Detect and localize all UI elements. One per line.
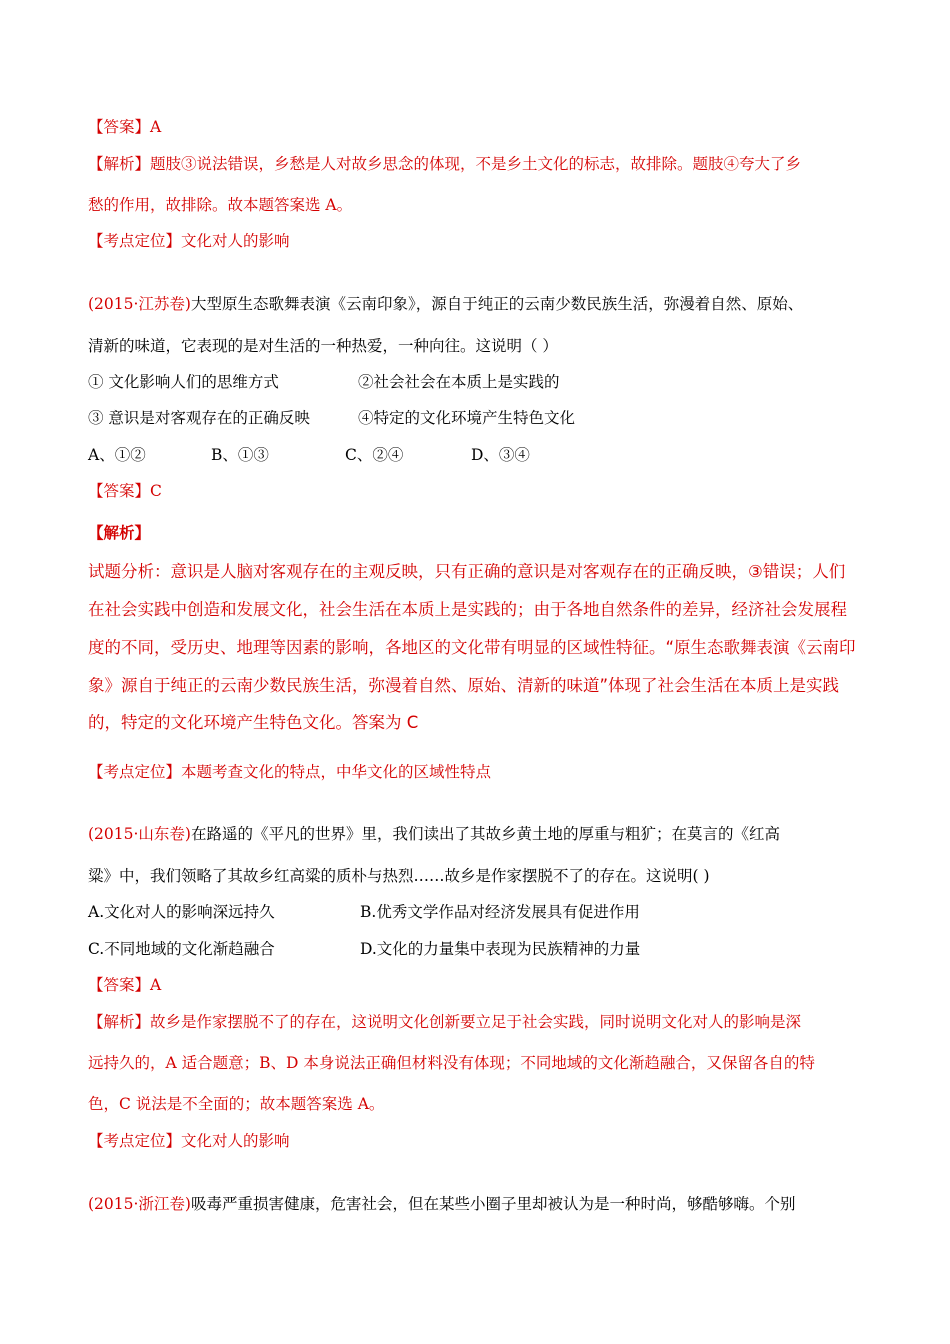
question-stem <box>88 1194 795 1214</box>
analysis-text: 愁的作用，故排除。故本题答案选 A。 <box>88 196 353 214</box>
choice-b: B、①③ <box>211 446 269 464</box>
analysis-label: 【解析】 <box>88 524 151 542</box>
choice-d: D、③④ <box>471 446 530 464</box>
question-source: (2015·山东卷) <box>88 825 191 843</box>
statement-3: ③ 意识是对客观存在的正确反映 <box>88 409 310 427</box>
question-stem <box>88 294 803 314</box>
choice-a: A、①② <box>88 446 146 464</box>
question-source: (2015·江苏卷) <box>88 295 191 313</box>
analysis-text: 色，C 说法是不全面的；故本题答案选 A。 <box>88 1095 385 1113</box>
answer-line: 【答案】A <box>88 976 162 994</box>
analysis-text: 象》源自于纯正的云南少数民族生活，弥漫着自然、原始、清新的味道”体现了社会生活在本质上是实践 <box>88 676 840 695</box>
analysis-text: 度的不同，受历史、地理等因素的影响，各地区的文化带有明显的区域性特征。“原生态歌舞表演《云南印 <box>88 638 856 657</box>
question-source: (2015·浙江卷) <box>88 1195 191 1213</box>
stem-text: 粱》中，我们领略了其故乡红高粱的质朴与热烈……故乡是作家摆脱不了的存在。这说明( ) <box>88 867 710 885</box>
analysis-label: 【解析】 <box>88 155 151 173</box>
analysis-text: 在社会实践中创造和发展文化，社会生活在本质上是实践的；由于各地自然条件的差异，经济社会发展程 <box>88 600 847 619</box>
choice-c: C、②④ <box>345 446 404 464</box>
statement-4: ④特定的文化环境产生特色文化 <box>358 409 576 427</box>
statement-2: ②社会社会在本质上是实践的 <box>358 373 560 391</box>
analysis-line <box>88 1012 801 1032</box>
choice-c: C.不同地域的文化渐趋融合 <box>88 940 275 958</box>
analysis-text: 远持久的，A 适合题意；B、D 本身说法正确但材料没有体现；不同地域的文化渐趋融合，又保留各自的特 <box>88 1054 815 1072</box>
point-line: 【考点定位】文化对人的影响 <box>88 1132 290 1150</box>
statement-1: ① 文化影响人们的思维方式 <box>88 373 279 391</box>
analysis-text: 题肢③说法错误，乡愁是人对故乡思念的体现，不是乡土文化的标志，故排除。题肢④夸大了乡 <box>150 155 802 173</box>
analysis-label: 【解析】 <box>88 1013 151 1031</box>
choice-b: B.优秀文学作品对经济发展具有促进作用 <box>360 903 640 921</box>
stem-text: 大型原生态歌舞表演《云南印象》，源自于纯正的云南少数民族生活，弥漫着自然、原始、 <box>190 295 804 313</box>
point-line: 【考点定位】文化对人的影响 <box>88 232 290 250</box>
point-line: 【考点定位】本题考查文化的特点，中华文化的区域性特点 <box>88 763 492 781</box>
analysis-text: 的，特定的文化环境产生特色文化。答案为 C <box>88 713 419 732</box>
stem-text: 在路遥的《平凡的世界》里，我们读出了其故乡黄土地的厚重与粗犷；在莫言的《红高 <box>190 825 780 843</box>
question-stem <box>88 824 780 844</box>
stem-text: 吸毒严重损害健康，危害社会，但在某些小圈子里却被认为是一种时尚，够酷够嗨。个别 <box>190 1195 796 1213</box>
answer-line: 【答案】C <box>88 482 162 500</box>
choice-d: D.文化的力量集中表现为民族精神的力量 <box>360 940 641 958</box>
analysis-text: 试题分析：意识是人脑对客观存在的主观反映，只有正确的意识是对客观存在的正确反映，③错误；人们 <box>88 562 846 581</box>
analysis-text: 故乡是作家摆脱不了的存在，这说明文化创新要立足于社会实践，同时说明文化对人的影响是深 <box>150 1013 802 1031</box>
stem-text: 清新的味道，它表现的是对生活的一种热爱，一种向往。这说明（ ） <box>88 337 558 355</box>
analysis-line <box>88 154 801 174</box>
choice-a: A.文化对人的影响深远持久 <box>88 903 275 921</box>
answer-line: 【答案】A <box>88 118 162 136</box>
